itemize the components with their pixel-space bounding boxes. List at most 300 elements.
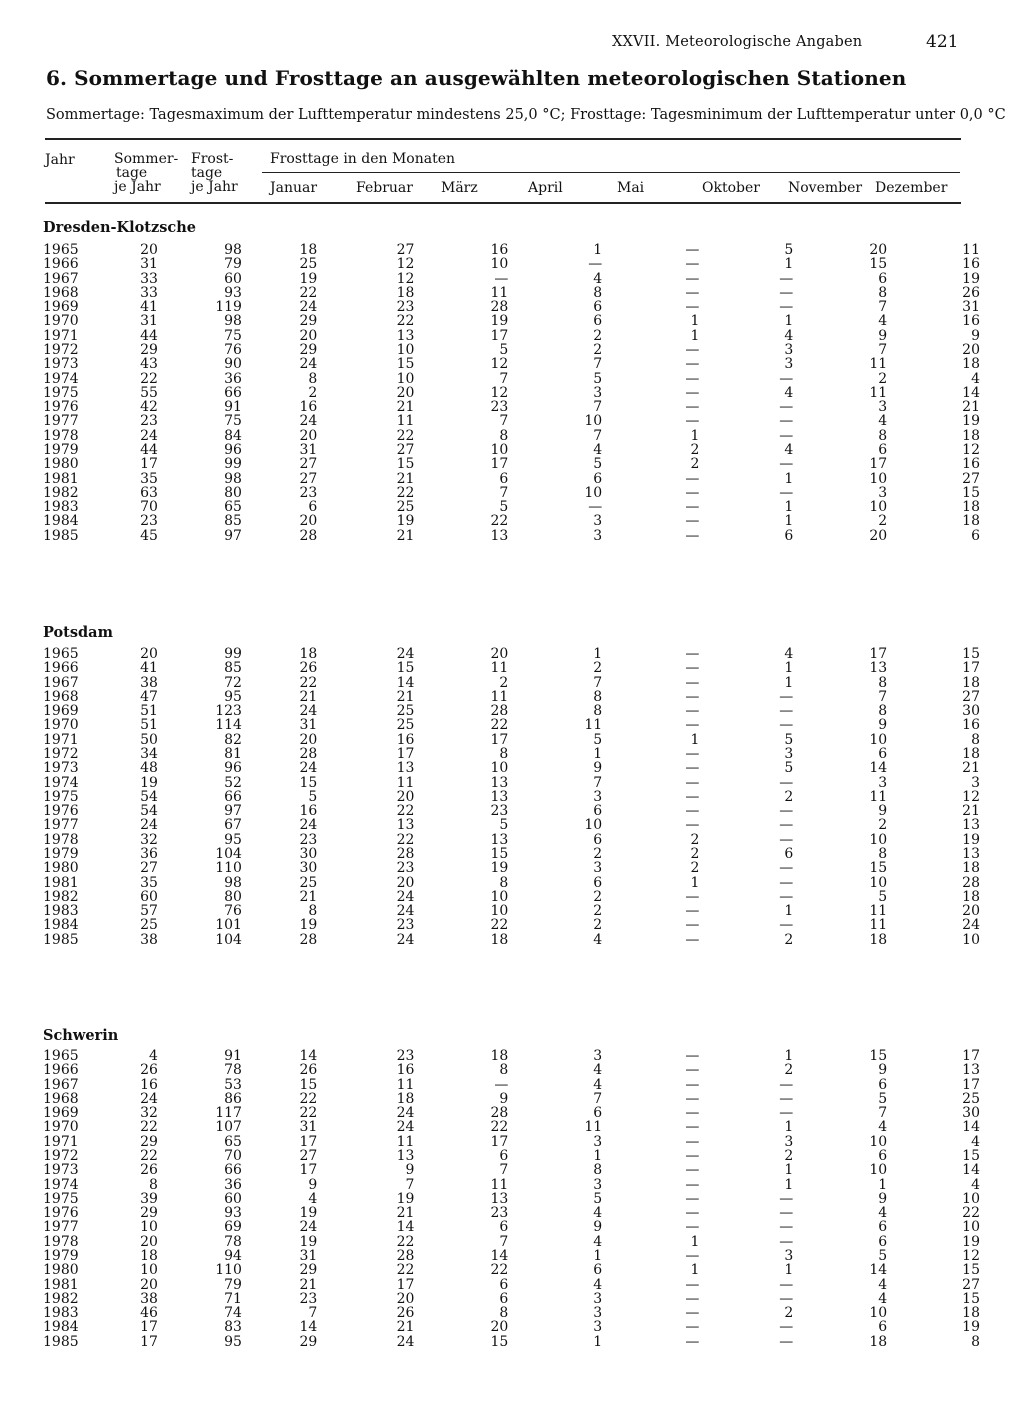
year-cell: 1967 bbox=[43, 270, 79, 287]
dec-cell: 15 bbox=[962, 1147, 980, 1164]
dec-cell: 12 bbox=[962, 441, 980, 458]
sommertage-cell: 26 bbox=[140, 1062, 158, 1079]
sommertage-cell: 22 bbox=[140, 1119, 158, 1136]
jan-cell: 29 bbox=[299, 1262, 318, 1279]
nov-cell: 10 bbox=[869, 831, 888, 848]
dec-cell: 21 bbox=[962, 399, 980, 416]
feb-cell: 23 bbox=[396, 1048, 415, 1064]
oct-cell: — bbox=[779, 874, 794, 891]
dec-cell: 12 bbox=[962, 788, 980, 805]
jan-cell: 27 bbox=[299, 1147, 318, 1164]
sommertage-cell: 34 bbox=[140, 745, 158, 762]
oct-cell: — bbox=[779, 1205, 794, 1222]
dec-cell: 21 bbox=[962, 760, 980, 777]
table-row bbox=[40, 329, 980, 343]
frosttage-cell: 86 bbox=[224, 1090, 242, 1107]
may-cell: — bbox=[685, 1162, 700, 1179]
nov-cell: 6 bbox=[878, 270, 888, 287]
may-cell: — bbox=[685, 256, 700, 273]
may-cell: — bbox=[685, 1090, 700, 1107]
mar-cell: 13 bbox=[490, 831, 509, 848]
nov-cell: 4 bbox=[878, 1119, 888, 1136]
station-name: Schwerin bbox=[43, 1027, 119, 1044]
sommertage-cell: 20 bbox=[140, 1276, 158, 1293]
apr-cell: 4 bbox=[593, 931, 603, 948]
year-cell: 1985 bbox=[43, 527, 79, 544]
table-row bbox=[40, 890, 980, 904]
apr-cell: 6 bbox=[593, 470, 603, 487]
dec-cell: 18 bbox=[962, 356, 980, 373]
frosttage-cell: 65 bbox=[224, 499, 242, 516]
feb-cell: 27 bbox=[396, 441, 415, 458]
year-cell: 1980 bbox=[43, 860, 79, 877]
apr-cell: 3 bbox=[593, 384, 603, 401]
oct-cell: — bbox=[779, 427, 794, 444]
nov-cell: 6 bbox=[878, 1147, 888, 1164]
sommertage-cell: 33 bbox=[140, 270, 158, 287]
dec-cell: 31 bbox=[962, 299, 980, 316]
feb-cell: 20 bbox=[396, 874, 415, 891]
jan-cell: 24 bbox=[299, 703, 318, 720]
apr-cell: 3 bbox=[593, 1290, 603, 1307]
table-row bbox=[40, 472, 980, 486]
nov-cell: 9 bbox=[878, 1062, 888, 1079]
jan-cell: 2 bbox=[308, 384, 318, 401]
dec-cell: 27 bbox=[962, 470, 980, 487]
frosttage-cell: 82 bbox=[224, 731, 242, 748]
dec-cell: 26 bbox=[962, 284, 980, 301]
feb-cell: 14 bbox=[396, 674, 415, 691]
station-table bbox=[40, 1049, 980, 1349]
may-cell: — bbox=[685, 384, 700, 401]
dec-cell: 4 bbox=[971, 1133, 980, 1150]
table-row bbox=[40, 357, 980, 371]
jan-cell: 21 bbox=[299, 688, 318, 705]
jan-cell: 19 bbox=[299, 917, 318, 934]
nov-cell: 4 bbox=[878, 313, 888, 330]
dec-cell: 13 bbox=[962, 1062, 980, 1079]
mar-cell: 10 bbox=[490, 760, 509, 777]
sommertage-cell: 51 bbox=[140, 703, 158, 720]
nov-cell: 6 bbox=[878, 441, 888, 458]
may-cell: — bbox=[685, 1205, 700, 1222]
apr-cell: 3 bbox=[593, 527, 603, 544]
feb-cell: 21 bbox=[396, 1319, 415, 1336]
mar-cell: 6 bbox=[499, 470, 509, 487]
header-frosttage-line1: Frost- bbox=[191, 151, 234, 167]
frosttage-cell: 98 bbox=[224, 242, 242, 258]
year-cell: 1968 bbox=[43, 688, 79, 705]
apr-cell: 9 bbox=[593, 760, 603, 777]
mar-cell: 13 bbox=[490, 774, 509, 791]
nov-cell: 7 bbox=[878, 1105, 888, 1122]
nov-cell: 15 bbox=[869, 1048, 888, 1064]
oct-cell: 4 bbox=[784, 441, 794, 458]
oct-cell: 5 bbox=[784, 760, 794, 777]
oct-cell: 1 bbox=[784, 1048, 794, 1064]
station-table bbox=[40, 647, 980, 947]
may-cell: — bbox=[685, 774, 700, 791]
sommertage-cell: 41 bbox=[140, 660, 158, 677]
dec-cell: 15 bbox=[962, 1262, 980, 1279]
frosttage-cell: 95 bbox=[224, 688, 242, 705]
mar-cell: 7 bbox=[499, 484, 509, 501]
mar-cell: 16 bbox=[490, 242, 509, 258]
mar-cell: 5 bbox=[499, 499, 509, 516]
table-row bbox=[40, 500, 980, 514]
oct-cell: 1 bbox=[784, 903, 794, 920]
may-cell: — bbox=[685, 745, 700, 762]
oct-cell: — bbox=[779, 1333, 794, 1350]
sommertage-cell: 33 bbox=[140, 284, 158, 301]
oct-cell: 1 bbox=[784, 313, 794, 330]
oct-cell: — bbox=[779, 717, 794, 734]
frosttage-cell: 93 bbox=[224, 1205, 242, 1222]
jan-cell: 14 bbox=[299, 1048, 318, 1064]
nov-cell: 15 bbox=[869, 256, 888, 273]
nov-cell: 2 bbox=[878, 370, 888, 387]
dec-cell: 16 bbox=[962, 313, 980, 330]
feb-cell: 15 bbox=[396, 456, 415, 473]
frosttage-cell: 85 bbox=[224, 660, 242, 677]
year-cell: 1970 bbox=[43, 717, 79, 734]
mar-cell: 18 bbox=[490, 1048, 509, 1064]
header-month-mar: März bbox=[441, 180, 478, 196]
nov-cell: 14 bbox=[869, 1262, 888, 1279]
table-row bbox=[40, 1320, 980, 1334]
sommertage-cell: 43 bbox=[140, 356, 158, 373]
dec-cell: 18 bbox=[962, 860, 980, 877]
frosttage-cell: 96 bbox=[224, 760, 242, 777]
frosttage-cell: 99 bbox=[224, 646, 242, 662]
dec-cell: 15 bbox=[962, 646, 980, 662]
jan-cell: 24 bbox=[299, 817, 318, 834]
nov-cell: 4 bbox=[878, 413, 888, 430]
oct-cell: 1 bbox=[784, 1262, 794, 1279]
feb-cell: 12 bbox=[396, 256, 415, 273]
header-month-feb: Februar bbox=[356, 180, 413, 196]
feb-cell: 28 bbox=[396, 845, 415, 862]
nov-cell: 5 bbox=[878, 1090, 888, 1107]
may-cell: — bbox=[685, 242, 700, 258]
apr-cell: 3 bbox=[593, 513, 603, 530]
may-cell: 2 bbox=[690, 441, 700, 458]
mar-cell: 10 bbox=[490, 888, 509, 905]
apr-cell: 2 bbox=[593, 660, 603, 677]
apr-cell: 8 bbox=[593, 284, 603, 301]
nov-cell: 10 bbox=[869, 499, 888, 516]
sommertage-cell: 48 bbox=[140, 760, 158, 777]
apr-cell: 3 bbox=[593, 1133, 603, 1150]
dec-cell: 10 bbox=[962, 1190, 980, 1207]
table-row bbox=[40, 918, 980, 932]
may-cell: — bbox=[685, 1105, 700, 1122]
oct-cell: 2 bbox=[784, 931, 794, 948]
may-cell: — bbox=[685, 1133, 700, 1150]
jan-cell: 31 bbox=[299, 441, 318, 458]
year-cell: 1969 bbox=[43, 1105, 79, 1122]
year-cell: 1970 bbox=[43, 313, 79, 330]
sommertage-cell: 63 bbox=[140, 484, 158, 501]
may-cell: — bbox=[685, 1119, 700, 1136]
year-cell: 1976 bbox=[43, 1205, 79, 1222]
jan-cell: 27 bbox=[299, 456, 318, 473]
table-row bbox=[40, 1078, 980, 1092]
nov-cell: 8 bbox=[878, 703, 888, 720]
apr-cell: 2 bbox=[593, 845, 603, 862]
may-cell: — bbox=[685, 760, 700, 777]
table-row bbox=[40, 1149, 980, 1163]
jan-cell: 22 bbox=[299, 674, 318, 691]
frosttage-cell: 84 bbox=[224, 427, 242, 444]
jan-cell: 30 bbox=[299, 860, 318, 877]
feb-cell: 22 bbox=[396, 1233, 415, 1250]
frosttage-cell: 96 bbox=[224, 441, 242, 458]
may-cell: — bbox=[685, 1219, 700, 1236]
jan-cell: 16 bbox=[299, 399, 318, 416]
feb-cell: 16 bbox=[396, 731, 415, 748]
feb-cell: 13 bbox=[396, 760, 415, 777]
dec-cell: 17 bbox=[962, 660, 980, 677]
year-cell: 1977 bbox=[43, 413, 79, 430]
table-row bbox=[40, 400, 980, 414]
feb-cell: 12 bbox=[396, 270, 415, 287]
nov-cell: 9 bbox=[878, 717, 888, 734]
table-row bbox=[40, 647, 980, 661]
sommertage-cell: 38 bbox=[140, 1290, 158, 1307]
may-cell: — bbox=[685, 660, 700, 677]
apr-cell: 4 bbox=[593, 1233, 603, 1250]
nov-cell: 8 bbox=[878, 427, 888, 444]
nov-cell: 5 bbox=[878, 1247, 888, 1264]
mar-cell: 15 bbox=[490, 1333, 509, 1350]
sommertage-cell: 54 bbox=[140, 803, 158, 820]
may-cell: 2 bbox=[690, 456, 700, 473]
table-row bbox=[40, 257, 980, 271]
feb-cell: 11 bbox=[396, 1076, 415, 1093]
jan-cell: 29 bbox=[299, 1333, 318, 1350]
frosttage-cell: 91 bbox=[224, 1048, 242, 1064]
table-row bbox=[40, 529, 980, 543]
header-frosttage-line3: je Jahr bbox=[191, 179, 238, 195]
may-cell: — bbox=[685, 341, 700, 358]
dec-cell: 8 bbox=[971, 1333, 980, 1350]
page-subtitle: Sommertage: Tagesmaximum der Lufttemperatur mindestens 25,0 °C; Frosttage: Tagesminimum der Lufttemperatur unter 0,0 °C bbox=[46, 107, 1006, 123]
jan-cell: 22 bbox=[299, 284, 318, 301]
oct-cell: 1 bbox=[784, 513, 794, 530]
mar-cell: 17 bbox=[490, 1133, 509, 1150]
frosttage-cell: 110 bbox=[215, 1262, 242, 1279]
may-cell: 1 bbox=[690, 874, 700, 891]
jan-cell: 30 bbox=[299, 845, 318, 862]
sommertage-cell: 42 bbox=[140, 399, 158, 416]
dec-cell: 22 bbox=[962, 1205, 980, 1222]
mar-cell: — bbox=[494, 1076, 509, 1093]
may-cell: — bbox=[685, 1319, 700, 1336]
nov-cell: 13 bbox=[869, 660, 888, 677]
dec-cell: 18 bbox=[962, 499, 980, 516]
dec-cell: 4 bbox=[971, 370, 980, 387]
feb-cell: 24 bbox=[396, 903, 415, 920]
oct-cell: 3 bbox=[784, 356, 794, 373]
dec-cell: 19 bbox=[962, 270, 980, 287]
frosttage-cell: 97 bbox=[224, 527, 242, 544]
mar-cell: 23 bbox=[490, 803, 509, 820]
dec-cell: 27 bbox=[962, 688, 980, 705]
mar-cell: 22 bbox=[490, 1262, 509, 1279]
may-cell: — bbox=[685, 788, 700, 805]
oct-cell: 1 bbox=[784, 1176, 794, 1193]
year-cell: 1975 bbox=[43, 788, 79, 805]
page-title: 6. Sommertage und Frosttage an ausgewählten meteorologischen Stationen bbox=[46, 66, 907, 90]
sommertage-cell: 55 bbox=[140, 384, 158, 401]
nov-cell: 17 bbox=[869, 646, 888, 662]
apr-cell: 11 bbox=[584, 1119, 603, 1136]
nov-cell: 5 bbox=[878, 888, 888, 905]
feb-cell: 19 bbox=[396, 1190, 415, 1207]
nov-cell: 11 bbox=[869, 788, 888, 805]
frosttage-cell: 75 bbox=[224, 413, 242, 430]
oct-cell: — bbox=[779, 399, 794, 416]
oct-cell: — bbox=[779, 817, 794, 834]
table-row bbox=[40, 1135, 980, 1149]
dec-cell: 9 bbox=[971, 327, 980, 344]
jan-cell: 17 bbox=[299, 1162, 318, 1179]
year-cell: 1984 bbox=[43, 513, 79, 530]
jan-cell: 7 bbox=[308, 1305, 318, 1322]
mar-cell: 6 bbox=[499, 1290, 509, 1307]
nov-cell: 3 bbox=[878, 484, 888, 501]
dec-cell: 13 bbox=[962, 817, 980, 834]
apr-cell: 1 bbox=[593, 745, 603, 762]
mar-cell: 22 bbox=[490, 917, 509, 934]
year-cell: 1979 bbox=[43, 845, 79, 862]
frosttage-cell: 117 bbox=[215, 1105, 242, 1122]
apr-cell: 3 bbox=[593, 788, 603, 805]
apr-cell: 1 bbox=[593, 1247, 603, 1264]
may-cell: — bbox=[685, 1247, 700, 1264]
mar-cell: — bbox=[494, 270, 509, 287]
oct-cell: — bbox=[779, 484, 794, 501]
apr-cell: 4 bbox=[593, 270, 603, 287]
header-frosttage-line2: tage bbox=[191, 165, 223, 181]
jan-cell: 29 bbox=[299, 313, 318, 330]
header-month-may: Mai bbox=[617, 180, 645, 196]
nov-cell: 6 bbox=[878, 1233, 888, 1250]
jan-cell: 26 bbox=[299, 1062, 318, 1079]
frosttage-cell: 81 bbox=[224, 745, 242, 762]
year-cell: 1973 bbox=[43, 1162, 79, 1179]
header-bottom-rule bbox=[45, 202, 961, 204]
year-cell: 1981 bbox=[43, 874, 79, 891]
sommertage-cell: 32 bbox=[140, 1105, 158, 1122]
sommertage-cell: 10 bbox=[140, 1219, 158, 1236]
apr-cell: 6 bbox=[593, 1262, 603, 1279]
apr-cell: 2 bbox=[593, 888, 603, 905]
table-row bbox=[40, 790, 980, 804]
feb-cell: 25 bbox=[396, 499, 415, 516]
may-cell: — bbox=[685, 903, 700, 920]
frosttage-cell: 95 bbox=[224, 831, 242, 848]
oct-cell: — bbox=[779, 888, 794, 905]
sommertage-cell: 60 bbox=[140, 888, 158, 905]
header-sommertage-line2: tage bbox=[116, 165, 148, 181]
frosttage-cell: 52 bbox=[224, 774, 242, 791]
feb-cell: 28 bbox=[396, 1247, 415, 1264]
station-table-body bbox=[40, 243, 980, 543]
table-row bbox=[40, 1092, 980, 1106]
jan-cell: 20 bbox=[299, 327, 318, 344]
apr-cell: 6 bbox=[593, 831, 603, 848]
table-row bbox=[40, 676, 980, 690]
sommertage-cell: 38 bbox=[140, 674, 158, 691]
sommertage-cell: 44 bbox=[140, 441, 158, 458]
header-month-apr: April bbox=[528, 180, 563, 196]
apr-cell: 5 bbox=[593, 1190, 603, 1207]
dec-cell: 18 bbox=[962, 745, 980, 762]
mar-cell: 18 bbox=[490, 931, 509, 948]
mar-cell: 11 bbox=[490, 1176, 509, 1193]
feb-cell: 24 bbox=[396, 1119, 415, 1136]
jan-cell: 31 bbox=[299, 1247, 318, 1264]
frosttage-cell: 80 bbox=[224, 484, 242, 501]
frosttage-cell: 74 bbox=[224, 1305, 242, 1322]
year-cell: 1984 bbox=[43, 917, 79, 934]
feb-cell: 23 bbox=[396, 917, 415, 934]
top-rule bbox=[45, 138, 961, 140]
sommertage-cell: 27 bbox=[140, 860, 158, 877]
jan-cell: 18 bbox=[299, 242, 318, 258]
nov-cell: 8 bbox=[878, 284, 888, 301]
dec-cell: 24 bbox=[962, 917, 980, 934]
nov-cell: 20 bbox=[869, 527, 888, 544]
may-cell: — bbox=[685, 803, 700, 820]
sommertage-cell: 23 bbox=[140, 513, 158, 530]
year-cell: 1969 bbox=[43, 703, 79, 720]
table-row bbox=[40, 300, 980, 314]
nov-cell: 3 bbox=[878, 774, 888, 791]
mar-cell: 8 bbox=[499, 1062, 509, 1079]
may-cell: 1 bbox=[690, 313, 700, 330]
feb-cell: 24 bbox=[396, 888, 415, 905]
sommertage-cell: 17 bbox=[140, 1333, 158, 1350]
apr-cell: 4 bbox=[593, 1062, 603, 1079]
mar-cell: 5 bbox=[499, 341, 509, 358]
oct-cell: — bbox=[779, 299, 794, 316]
jan-cell: 20 bbox=[299, 513, 318, 530]
may-cell: — bbox=[685, 370, 700, 387]
nov-cell: 4 bbox=[878, 1205, 888, 1222]
station-name: Potsdam bbox=[43, 624, 113, 641]
oct-cell: 1 bbox=[784, 256, 794, 273]
may-cell: — bbox=[685, 499, 700, 516]
year-cell: 1985 bbox=[43, 1333, 79, 1350]
dec-cell: 19 bbox=[962, 1233, 980, 1250]
nov-cell: 6 bbox=[878, 1076, 888, 1093]
dec-cell: 13 bbox=[962, 845, 980, 862]
apr-cell: 11 bbox=[584, 717, 603, 734]
frosttage-cell: 80 bbox=[224, 888, 242, 905]
sommertage-cell: 31 bbox=[140, 256, 158, 273]
dec-cell: 19 bbox=[962, 413, 980, 430]
header-sommertage-line1: Sommer- bbox=[114, 151, 179, 167]
running-head bbox=[0, 32, 1024, 54]
nov-cell: 4 bbox=[878, 1290, 888, 1307]
oct-cell: 2 bbox=[784, 1062, 794, 1079]
year-cell: 1980 bbox=[43, 456, 79, 473]
sommertage-cell: 18 bbox=[140, 1247, 158, 1264]
oct-cell: — bbox=[779, 270, 794, 287]
